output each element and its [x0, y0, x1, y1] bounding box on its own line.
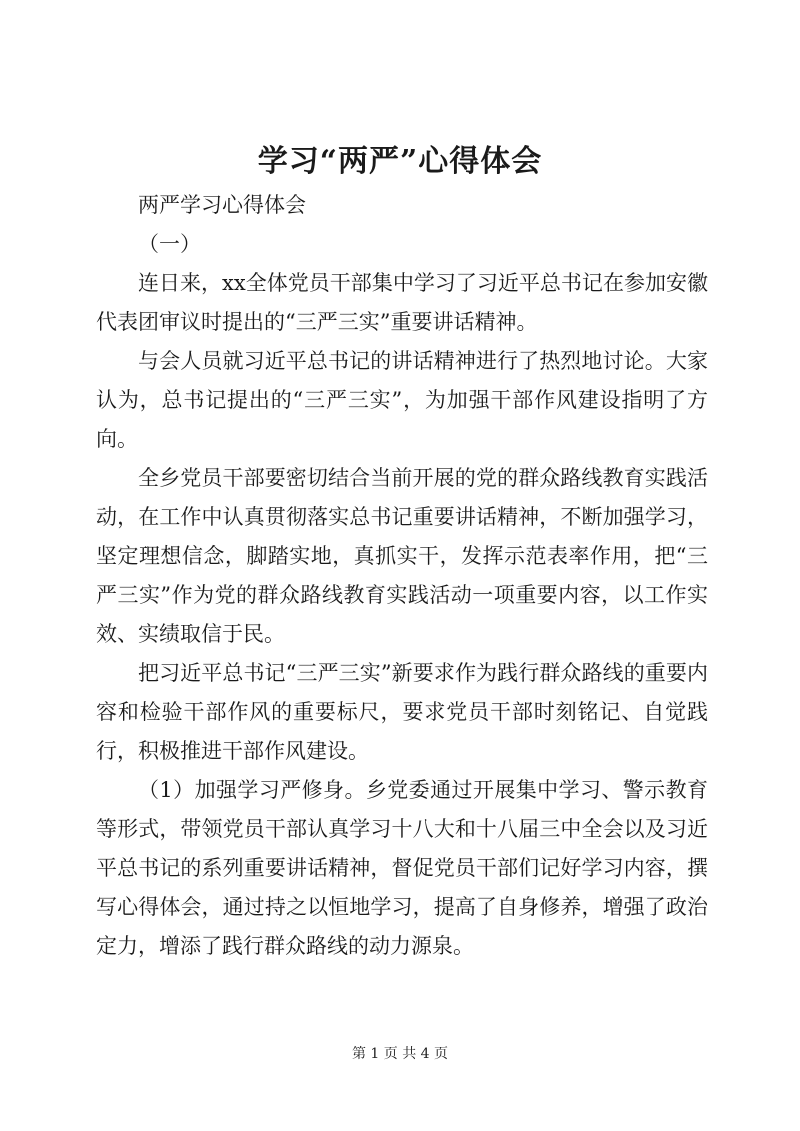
- subtitle-paragraph: 两严学习心得体会: [138, 193, 306, 217]
- document-title: 学习“两严”心得体会: [257, 144, 543, 179]
- body-paragraph: （1）加强学习严修身。乡党委通过开展集中学习、警示教育等形式，带领党员干部认真学习十八大和十八届三中全会以及习近平总书记的系列重要讲话精神，督促党员干部们记好学习内容，撰写心得体会，通过持之以恒地学习，提高了自身修养，增强了政治定力，增添了践行群众路线的动力源泉。: [96, 778, 708, 958]
- body-paragraph: 与会人员就习近平总书记的讲话精神进行了热烈地讨论。大家认为，总书记提出的“三严三实”，为加强干部作风建设指明了方向。: [96, 349, 708, 451]
- body-paragraph: 全乡党员干部要密切结合当前开展的党的群众路线教育实践活动，在工作中认真贯彻落实总书记重要讲话精神，不断加强学习，坚定理想信念，脚踏实地，真抓实干，发挥示范表率作用，把“三严三实”作为党的群众路线教育实践活动一项重要内容，以工作实效、实绩取信于民。: [96, 466, 708, 646]
- page-number-footer: 第 1 页 共 4 页: [351, 1046, 449, 1062]
- body-paragraph: 把习近平总书记“三严三实”新要求作为践行群众路线的重要内容和检验干部作风的重要标尺，要求党员干部时刻铭记、自觉践行，积极推进干部作风建设。: [96, 661, 708, 763]
- body-paragraph: 连日来，xx全体党员干部集中学习了习近平总书记在参加安徽代表团审议时提出的“三严三实”重要讲话精神。: [96, 271, 708, 334]
- section-heading-paragraph: （一）: [138, 232, 201, 256]
- document-body: [96, 186, 708, 966]
